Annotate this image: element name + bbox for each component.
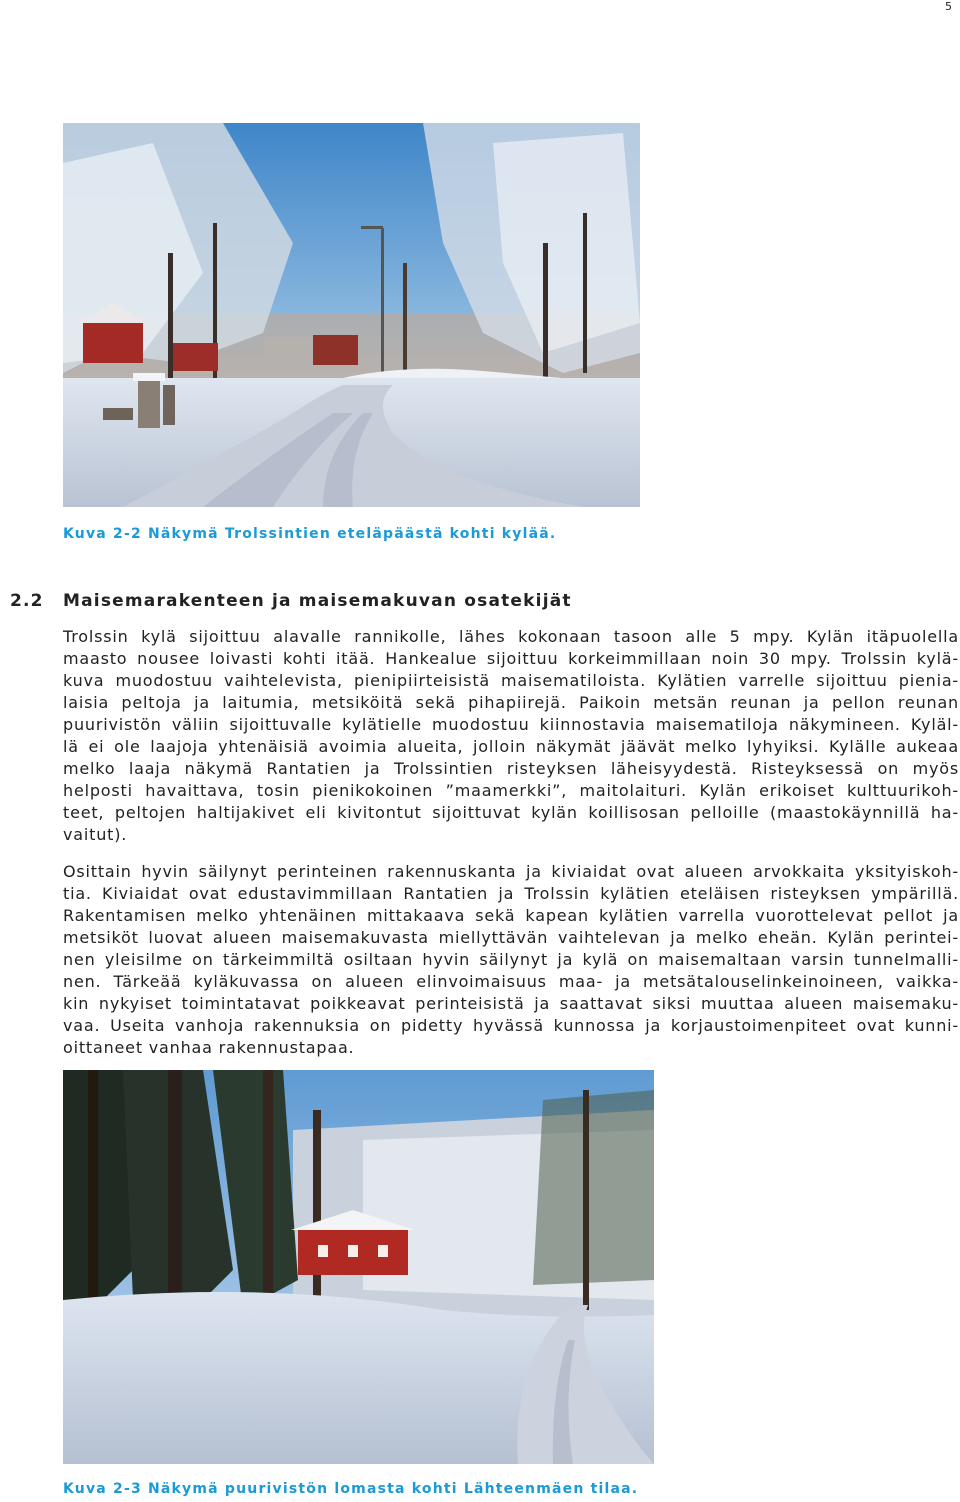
figure-caption: Kuva 2-3 Näkymä puurivistön lomasta kohti Lähteenmäen tilaa. — [63, 1481, 639, 1497]
paragraph-line: vaitut). — [63, 825, 128, 844]
paragraph-line: Trolssin kylä sijoittuu alavalle rannikolle, lähes kokonaan tasoon alle 5 mpy. Kylän itäpuolella — [63, 627, 959, 646]
paragraph-line: Osittain hyvin säilynyt perinteinen rakennuskanta ja kiviaidat ovat alueen arvokkaita yksityiskoh- — [63, 862, 959, 881]
section-title: Maisemarakenteen ja maisemakuvan osatekijät — [63, 591, 572, 611]
section-number: 2.2 — [10, 591, 44, 611]
paragraph-line: tia. Kiviaidat ovat edustavimmillaan Rantatien ja Trolssin kylätien eteläisen risteyksen ympärillä. — [63, 884, 959, 903]
paragraph-line: nen yleisilme on tärkeimmiltä osiltaan hyvin säilynyt ja kylä on maisemaltaan varsin tunnelmalli- — [63, 950, 959, 969]
paragraph-line: vaa. Useita vanhoja rakennuksia on pidetty hyvässä kunnossa ja korjaustoimenpiteet ovat kunni- — [63, 1016, 959, 1035]
paragraph-line: laisia peltoja ja laitumia, metsiköitä sekä pihapiirejä. Paikoin metsän reunan ja pellon reunan — [63, 693, 959, 712]
paragraph-line: teet, peltojen haltijakivet eli kivitontut sijoittuvat kylän koillisosan pelloille (maastokäynnillä ha- — [63, 803, 959, 822]
paragraph-line: nen. Tärkeää kyläkuvassa on alueen elinvoimaisuus maa- ja metsätalouselinkeinoineen, vaikka- — [63, 972, 959, 991]
paragraph-line: kuva muodostuu vaihtelevista, pienipiirteisistä maisematiloista. Kylätien varrelle sijoittuu pienia- — [63, 671, 959, 690]
winter-road-photo — [63, 123, 640, 507]
paragraph-line: puurivistön väliin sijoittuvalle kylätielle muodostuu kiinnostavia maisematiloja näkymineen. Kyläl- — [63, 715, 959, 734]
forest-farmhouse-photo — [63, 1070, 654, 1464]
page-number: 5 — [945, 0, 952, 13]
paragraph-line: metsiköt luovat alueen maisemakuvasta miellyttävän vaihtelevan ja melko eheän. Kylän perintei- — [63, 928, 959, 947]
paragraph-line: Rakentamisen melko yhtenäinen mittakaava sekä kapean kylätien varrella vuorottelevat pellot ja — [63, 906, 959, 925]
paragraph-line: melko laaja näkymä Rantatien ja Trolssintien risteyksen läheisyydestä. Risteyksessä on myös — [63, 759, 959, 778]
paragraph-line: maasto nousee loivasti kohti itää. Hankealue sijoittuu korkeimmillaan noin 30 mpy. Trolssin kylä- — [63, 649, 959, 668]
body-paragraph — [63, 861, 959, 1059]
paragraph-line: kin nykyiset toimintatavat poikkeavat perinteisistä ja saattavat siksi muuttaa alueen maisemaku- — [63, 994, 959, 1013]
body-paragraph — [63, 626, 959, 846]
figure-caption: Kuva 2-2 Näkymä Trolssintien eteläpäästä kohti kylää. — [63, 526, 557, 542]
paragraph-line: helposti havaittava, tosin pienikokoinen ”maamerkki”, maitolaituri. Kylän erikoiset kulttuurikoh- — [63, 781, 959, 800]
paragraph-line: oittaneet vanhaa rakennustapaa. — [63, 1038, 355, 1057]
paragraph-line: lä ei ole laajoja yhtenäisiä avoimia alueita, jolloin näkymät jäävät melko lyhyiksi. Kylälle aukeaa — [63, 737, 959, 756]
